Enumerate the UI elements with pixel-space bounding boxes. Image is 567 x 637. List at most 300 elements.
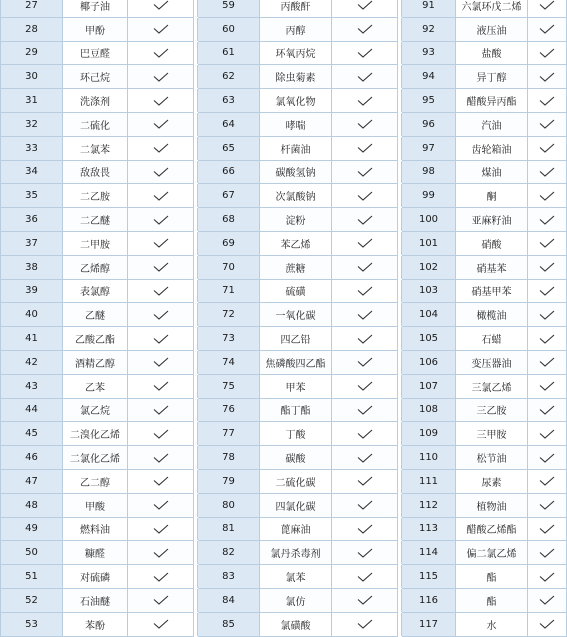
check-cell xyxy=(332,303,398,327)
row-number: 38 xyxy=(1,255,63,279)
chemical-name: 乙烯醇 xyxy=(63,255,128,279)
check-icon xyxy=(357,262,373,272)
row-number: 103 xyxy=(402,279,456,303)
check-cell xyxy=(528,565,567,589)
chemical-name: 二溴化乙烯 xyxy=(63,422,128,446)
table-row xyxy=(1,541,567,565)
row-number: 64 xyxy=(198,112,260,136)
chemical-name: 敌敌畏 xyxy=(63,160,128,184)
chemical-name: 氯乙烷 xyxy=(63,398,128,422)
check-icon xyxy=(357,548,373,558)
chemical-name: 碳酸氢钠 xyxy=(260,160,332,184)
check-cell xyxy=(332,565,398,589)
chemical-name: 氯仿 xyxy=(260,588,332,612)
check-icon xyxy=(539,310,555,320)
chemical-name: 乙二醇 xyxy=(63,469,128,493)
row-number: 30 xyxy=(1,65,63,89)
table-row xyxy=(1,612,567,636)
chemical-name: 硝酸 xyxy=(456,231,528,255)
row-number: 104 xyxy=(402,303,456,327)
table-row xyxy=(1,208,567,232)
row-number: 93 xyxy=(402,41,456,65)
row-number: 37 xyxy=(1,231,63,255)
chemical-name: 煤油 xyxy=(456,160,528,184)
check-icon xyxy=(357,238,373,248)
check-icon xyxy=(153,167,169,177)
chemical-name: 醋酸异丙酯 xyxy=(456,89,528,113)
chemical-name: 尿素 xyxy=(456,469,528,493)
chemical-name: 硫磺 xyxy=(260,279,332,303)
chemical-name: 二甲胺 xyxy=(63,231,128,255)
row-number: 60 xyxy=(198,17,260,41)
row-number: 84 xyxy=(198,588,260,612)
chemical-name: 齿轮箱油 xyxy=(456,136,528,160)
table-row xyxy=(1,565,567,589)
chemical-name: 苯酚 xyxy=(63,612,128,636)
check-cell xyxy=(128,208,194,232)
chemical-name: 橄榄油 xyxy=(456,303,528,327)
check-cell xyxy=(128,469,194,493)
chemical-name: 蔗糖 xyxy=(260,255,332,279)
check-cell xyxy=(528,279,567,303)
chemical-name: 巴豆醛 xyxy=(63,41,128,65)
chemical-name: 四乙铅 xyxy=(260,327,332,351)
table-row xyxy=(1,41,567,65)
row-number: 53 xyxy=(1,612,63,636)
chemical-name: 丙酸酐 xyxy=(260,0,332,17)
check-cell xyxy=(128,398,194,422)
chemical-name: 变压器油 xyxy=(456,350,528,374)
check-icon xyxy=(357,286,373,296)
table-row xyxy=(1,374,567,398)
table-row xyxy=(1,327,567,351)
check-icon xyxy=(153,143,169,153)
chemical-name: 二氯苯 xyxy=(63,136,128,160)
row-number: 75 xyxy=(198,374,260,398)
check-cell xyxy=(332,0,398,17)
check-icon xyxy=(153,238,169,248)
table-row xyxy=(1,469,567,493)
chemical-name: 椰子油 xyxy=(63,0,128,17)
row-number: 51 xyxy=(1,565,63,589)
chemical-name: 二硫化碳 xyxy=(260,469,332,493)
chemical-name: 哮喘 xyxy=(260,112,332,136)
row-number: 98 xyxy=(402,160,456,184)
row-number: 85 xyxy=(198,612,260,636)
check-icon xyxy=(539,143,555,153)
check-cell xyxy=(128,65,194,89)
check-cell xyxy=(528,350,567,374)
row-number: 41 xyxy=(1,327,63,351)
row-number: 59 xyxy=(198,0,260,17)
row-number: 61 xyxy=(198,41,260,65)
check-cell xyxy=(528,0,567,17)
chemical-name: 二乙胺 xyxy=(63,184,128,208)
check-cell xyxy=(128,303,194,327)
check-icon xyxy=(357,595,373,605)
row-number: 50 xyxy=(1,541,63,565)
check-cell xyxy=(128,612,194,636)
row-number: 108 xyxy=(402,398,456,422)
check-icon xyxy=(357,619,373,629)
check-cell xyxy=(332,184,398,208)
chemical-name: 六氯环戊二烯 xyxy=(456,0,528,17)
chemical-name: 酒精乙醇 xyxy=(63,350,128,374)
row-number: 117 xyxy=(402,612,456,636)
chemical-name: 酮 xyxy=(456,184,528,208)
chemical-name: 水 xyxy=(456,612,528,636)
row-number: 65 xyxy=(198,136,260,160)
chemical-name: 洗涤剂 xyxy=(63,89,128,113)
chemical-name: 除虫菊素 xyxy=(260,65,332,89)
check-icon xyxy=(539,334,555,344)
check-cell xyxy=(332,112,398,136)
check-cell xyxy=(528,422,567,446)
check-icon xyxy=(153,572,169,582)
table-row xyxy=(1,350,567,374)
check-icon xyxy=(153,548,169,558)
row-number: 80 xyxy=(198,493,260,517)
check-icon xyxy=(539,357,555,367)
check-icon xyxy=(539,429,555,439)
row-number: 102 xyxy=(402,255,456,279)
chemical-name: 三乙胺 xyxy=(456,398,528,422)
row-number: 67 xyxy=(198,184,260,208)
check-icon xyxy=(357,167,373,177)
chemical-name: 淀粉 xyxy=(260,208,332,232)
table-row xyxy=(1,422,567,446)
check-icon xyxy=(357,96,373,106)
chemical-name: 氯磺酸 xyxy=(260,612,332,636)
check-icon xyxy=(357,191,373,201)
chemical-name: 硝基苯 xyxy=(456,255,528,279)
row-number: 77 xyxy=(198,422,260,446)
chemical-name: 硝基甲苯 xyxy=(456,279,528,303)
check-cell xyxy=(128,160,194,184)
row-number: 35 xyxy=(1,184,63,208)
table-row xyxy=(1,17,567,41)
check-cell xyxy=(128,422,194,446)
check-cell xyxy=(528,112,567,136)
check-icon xyxy=(539,500,555,510)
row-number: 74 xyxy=(198,350,260,374)
table-row xyxy=(1,231,567,255)
check-cell xyxy=(332,350,398,374)
chemical-name: 四氯化碳 xyxy=(260,493,332,517)
row-number: 39 xyxy=(1,279,63,303)
check-cell xyxy=(332,65,398,89)
check-icon xyxy=(153,0,169,10)
check-cell xyxy=(128,374,194,398)
row-number: 82 xyxy=(198,541,260,565)
check-cell xyxy=(528,398,567,422)
chemical-name: 乙醚 xyxy=(63,303,128,327)
check-icon xyxy=(357,0,373,10)
check-icon xyxy=(153,215,169,225)
check-cell xyxy=(528,136,567,160)
table-body xyxy=(1,0,567,636)
check-cell xyxy=(128,112,194,136)
chemical-name: 氯苯 xyxy=(260,565,332,589)
check-icon xyxy=(539,119,555,129)
table-row xyxy=(1,112,567,136)
row-number: 31 xyxy=(1,89,63,113)
check-icon xyxy=(539,453,555,463)
row-number: 46 xyxy=(1,446,63,470)
row-number: 27 xyxy=(1,0,63,17)
check-cell xyxy=(332,160,398,184)
check-cell xyxy=(128,136,194,160)
check-icon xyxy=(153,453,169,463)
row-number: 76 xyxy=(198,398,260,422)
check-icon xyxy=(153,262,169,272)
row-number: 95 xyxy=(402,89,456,113)
chemical-name: 杆菌油 xyxy=(260,136,332,160)
check-icon xyxy=(539,405,555,415)
row-number: 105 xyxy=(402,327,456,351)
check-icon xyxy=(153,500,169,510)
table-row xyxy=(1,255,567,279)
chemical-name: 燃料油 xyxy=(63,517,128,541)
row-number: 62 xyxy=(198,65,260,89)
check-icon xyxy=(539,48,555,58)
check-cell xyxy=(128,446,194,470)
row-number: 106 xyxy=(402,350,456,374)
check-cell xyxy=(332,422,398,446)
chemical-name: 松节油 xyxy=(456,446,528,470)
chemical-name: 二乙醚 xyxy=(63,208,128,232)
check-icon xyxy=(357,334,373,344)
chemical-name: 二硫化 xyxy=(63,112,128,136)
chemical-name: 碳酸 xyxy=(260,446,332,470)
row-number: 34 xyxy=(1,160,63,184)
check-cell xyxy=(528,374,567,398)
chemical-name: 苯乙烯 xyxy=(260,231,332,255)
check-icon xyxy=(539,96,555,106)
chemical-name: 表氯醇 xyxy=(63,279,128,303)
row-number: 63 xyxy=(198,89,260,113)
row-number: 109 xyxy=(402,422,456,446)
check-icon xyxy=(539,0,555,10)
check-icon xyxy=(357,405,373,415)
row-number: 113 xyxy=(402,517,456,541)
row-number: 47 xyxy=(1,469,63,493)
check-cell xyxy=(528,541,567,565)
row-number: 83 xyxy=(198,565,260,589)
row-number: 71 xyxy=(198,279,260,303)
chemical-name: 糠醛 xyxy=(63,541,128,565)
check-cell xyxy=(332,208,398,232)
row-number: 78 xyxy=(198,446,260,470)
check-icon xyxy=(539,262,555,272)
row-number: 116 xyxy=(402,588,456,612)
check-cell xyxy=(128,231,194,255)
check-icon xyxy=(539,72,555,82)
check-cell xyxy=(128,255,194,279)
check-icon xyxy=(153,24,169,34)
row-number: 48 xyxy=(1,493,63,517)
row-number: 28 xyxy=(1,17,63,41)
check-icon xyxy=(539,595,555,605)
row-number: 52 xyxy=(1,588,63,612)
chemical-name: 二氯化乙烯 xyxy=(63,446,128,470)
table-row xyxy=(1,136,567,160)
check-cell xyxy=(128,41,194,65)
check-cell xyxy=(128,541,194,565)
row-number: 81 xyxy=(198,517,260,541)
check-cell xyxy=(128,350,194,374)
check-cell xyxy=(528,184,567,208)
check-cell xyxy=(128,0,194,17)
check-icon xyxy=(153,595,169,605)
row-number: 94 xyxy=(402,65,456,89)
row-number: 44 xyxy=(1,398,63,422)
row-number: 110 xyxy=(402,446,456,470)
check-icon xyxy=(357,524,373,534)
check-icon xyxy=(357,500,373,510)
chemical-name: 乙酸乙酯 xyxy=(63,327,128,351)
chemical-name: 焦磷酸四乙酯 xyxy=(260,350,332,374)
chemical-name: 异丁醇 xyxy=(456,65,528,89)
check-icon xyxy=(153,381,169,391)
check-cell xyxy=(332,541,398,565)
chemical-name: 丙醇 xyxy=(260,17,332,41)
check-icon xyxy=(357,476,373,486)
chemical-name: 盐酸 xyxy=(456,41,528,65)
table-row xyxy=(1,446,567,470)
check-icon xyxy=(357,143,373,153)
check-cell xyxy=(332,255,398,279)
table-row xyxy=(1,493,567,517)
chemical-name: 甲酚 xyxy=(63,17,128,41)
check-cell xyxy=(332,446,398,470)
chemical-name: 酯 xyxy=(456,565,528,589)
chemical-name: 酯 xyxy=(456,588,528,612)
row-number: 29 xyxy=(1,41,63,65)
check-cell xyxy=(128,493,194,517)
chemical-name: 甲酸 xyxy=(63,493,128,517)
check-cell xyxy=(528,208,567,232)
check-cell xyxy=(128,89,194,113)
check-icon xyxy=(153,524,169,534)
check-cell xyxy=(128,588,194,612)
chemical-name: 氯氧化物 xyxy=(260,89,332,113)
check-icon xyxy=(153,619,169,629)
check-icon xyxy=(357,453,373,463)
check-icon xyxy=(357,24,373,34)
check-icon xyxy=(539,238,555,248)
check-cell xyxy=(528,612,567,636)
check-cell xyxy=(528,303,567,327)
check-icon xyxy=(153,191,169,201)
check-cell xyxy=(528,41,567,65)
chemical-name: 环己烷 xyxy=(63,65,128,89)
chemical-name: 三氯乙烯 xyxy=(456,374,528,398)
row-number: 43 xyxy=(1,374,63,398)
chemical-name: 亚麻籽油 xyxy=(456,208,528,232)
row-number: 92 xyxy=(402,17,456,41)
check-cell xyxy=(528,65,567,89)
check-cell xyxy=(332,136,398,160)
check-cell xyxy=(528,160,567,184)
check-cell xyxy=(332,327,398,351)
check-icon xyxy=(153,310,169,320)
check-icon xyxy=(153,96,169,106)
check-icon xyxy=(539,286,555,296)
row-number: 107 xyxy=(402,374,456,398)
check-cell xyxy=(128,565,194,589)
chemical-name: 对硫磷 xyxy=(63,565,128,589)
check-icon xyxy=(539,215,555,225)
table-row xyxy=(1,303,567,327)
chemical-name: 醋酸乙烯酯 xyxy=(456,517,528,541)
row-number: 114 xyxy=(402,541,456,565)
check-cell xyxy=(528,446,567,470)
check-cell xyxy=(528,517,567,541)
row-number: 66 xyxy=(198,160,260,184)
check-icon xyxy=(357,119,373,129)
check-cell xyxy=(332,588,398,612)
row-number: 115 xyxy=(402,565,456,589)
check-icon xyxy=(153,357,169,367)
table-row xyxy=(1,65,567,89)
table-row xyxy=(1,184,567,208)
check-icon xyxy=(357,48,373,58)
check-icon xyxy=(539,524,555,534)
check-icon xyxy=(357,357,373,367)
row-number: 99 xyxy=(402,184,456,208)
row-number: 72 xyxy=(198,303,260,327)
chemical-name: 石蜡 xyxy=(456,327,528,351)
row-number: 111 xyxy=(402,469,456,493)
check-cell xyxy=(332,17,398,41)
chemical-name: 蓖麻油 xyxy=(260,517,332,541)
check-icon xyxy=(153,119,169,129)
check-cell xyxy=(332,279,398,303)
check-cell xyxy=(528,493,567,517)
table-row xyxy=(1,517,567,541)
chemical-name: 酯丁酯 xyxy=(260,398,332,422)
row-number: 100 xyxy=(402,208,456,232)
check-cell xyxy=(332,517,398,541)
check-cell xyxy=(528,469,567,493)
check-icon xyxy=(357,72,373,82)
chemical-name: 偏二氯乙烯 xyxy=(456,541,528,565)
chemical-name: 石油醚 xyxy=(63,588,128,612)
row-number: 40 xyxy=(1,303,63,327)
chemical-name: 汽油 xyxy=(456,112,528,136)
chemical-name: 乙苯 xyxy=(63,374,128,398)
row-number: 79 xyxy=(198,469,260,493)
check-cell xyxy=(528,89,567,113)
check-cell xyxy=(128,279,194,303)
check-cell xyxy=(332,89,398,113)
check-icon xyxy=(539,548,555,558)
check-icon xyxy=(539,191,555,201)
check-cell xyxy=(528,588,567,612)
chemical-name: 液压油 xyxy=(456,17,528,41)
chemical-name: 三甲胺 xyxy=(456,422,528,446)
check-cell xyxy=(332,41,398,65)
row-number: 45 xyxy=(1,422,63,446)
row-number: 68 xyxy=(198,208,260,232)
table-row xyxy=(1,89,567,113)
check-icon xyxy=(153,48,169,58)
row-number: 91 xyxy=(402,0,456,17)
check-cell xyxy=(528,327,567,351)
check-cell xyxy=(128,327,194,351)
check-icon xyxy=(357,310,373,320)
